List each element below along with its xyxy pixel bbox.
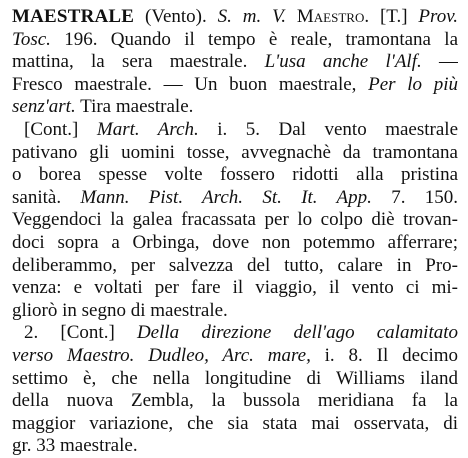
definition-paragraph bbox=[12, 6, 458, 119]
text-span: (Vento). bbox=[134, 6, 218, 27]
text-span: 7. 150. bbox=[371, 186, 458, 208]
text-line bbox=[12, 29, 458, 52]
text-span: — bbox=[421, 51, 458, 73]
source-citation: Tosc. bbox=[12, 28, 51, 50]
usage-note: L'usa anche l'Alf. bbox=[264, 51, 422, 73]
text-line bbox=[12, 119, 458, 142]
text-span: Fresco maestrale. — Un buon maestrale, bbox=[12, 73, 369, 95]
text-span: Tira maestrale. bbox=[75, 96, 194, 118]
text-line: o borea spesse volte fossero ridotti alla pristina bbox=[12, 164, 458, 186]
text-line bbox=[12, 74, 458, 97]
text-span: i. 8. Il decimo bbox=[310, 344, 458, 366]
usage-note: Per lo più bbox=[368, 73, 458, 95]
source-citation: verso Maestro. Dudleo, Arc. mare, bbox=[12, 344, 311, 366]
grammar-label: S. m. V. bbox=[217, 6, 286, 27]
text-span: [Cont.] bbox=[24, 118, 97, 140]
text-line: settimo è, che nella longitudine di Williams iland bbox=[12, 367, 458, 389]
text-span: 196. Quando il tempo è reale, tramontana la bbox=[50, 28, 458, 50]
text-span: sanità. bbox=[12, 186, 81, 208]
text-line: venza: e voltati per fare il viaggio, il vento ci mi- bbox=[12, 277, 458, 299]
text-line bbox=[12, 51, 458, 74]
usage-note: senz'art. bbox=[12, 96, 76, 118]
text-line: Veggendoci la galea fracassata per lo colpo diè trovan- bbox=[12, 209, 458, 231]
text-line: doci sopra a Orbinga, dove non potemmo afferrare; bbox=[12, 231, 458, 253]
text-line: deliberammo, per salvezza del tutto, calare in Pro- bbox=[12, 254, 458, 276]
text-span: . [T.] bbox=[364, 6, 419, 27]
text-span: mattina, la sera maestrale. bbox=[12, 51, 265, 73]
sense-number: 2. [Cont.] bbox=[24, 322, 137, 344]
cross-reference: Maestro bbox=[296, 6, 365, 27]
text-line: gr. 33 maestrale. bbox=[12, 435, 138, 457]
text-line bbox=[12, 322, 458, 345]
text-line bbox=[12, 6, 458, 29]
dictionary-entry bbox=[12, 6, 458, 458]
text-span: i. 5. Dal vento maestrale bbox=[198, 118, 458, 140]
text-line bbox=[12, 187, 458, 210]
citation-paragraph bbox=[12, 119, 458, 322]
text-line: gliorò in segno di maestrale. bbox=[12, 299, 228, 321]
text-line: pativano gli uomini tosse, avvegnachè da tramontana bbox=[12, 141, 458, 163]
source-citation: Mart. Arch. bbox=[96, 118, 199, 140]
source-citation: Della direzione dell'ago calamitato bbox=[136, 322, 458, 344]
text-line bbox=[12, 96, 458, 119]
text-line bbox=[12, 345, 458, 368]
source-citation: Mann. Pist. Arch. St. It. App. bbox=[80, 186, 372, 208]
text-line: maggior variazione, che sia stata mai osservata, di bbox=[12, 412, 458, 434]
headword: MAESTRALE bbox=[12, 6, 135, 27]
source-citation: Prov. bbox=[418, 6, 458, 27]
sense-paragraph bbox=[12, 322, 458, 458]
text-line: della nuova Zembla, la bussola meridiana fa la bbox=[12, 390, 458, 412]
text-span bbox=[286, 6, 297, 27]
